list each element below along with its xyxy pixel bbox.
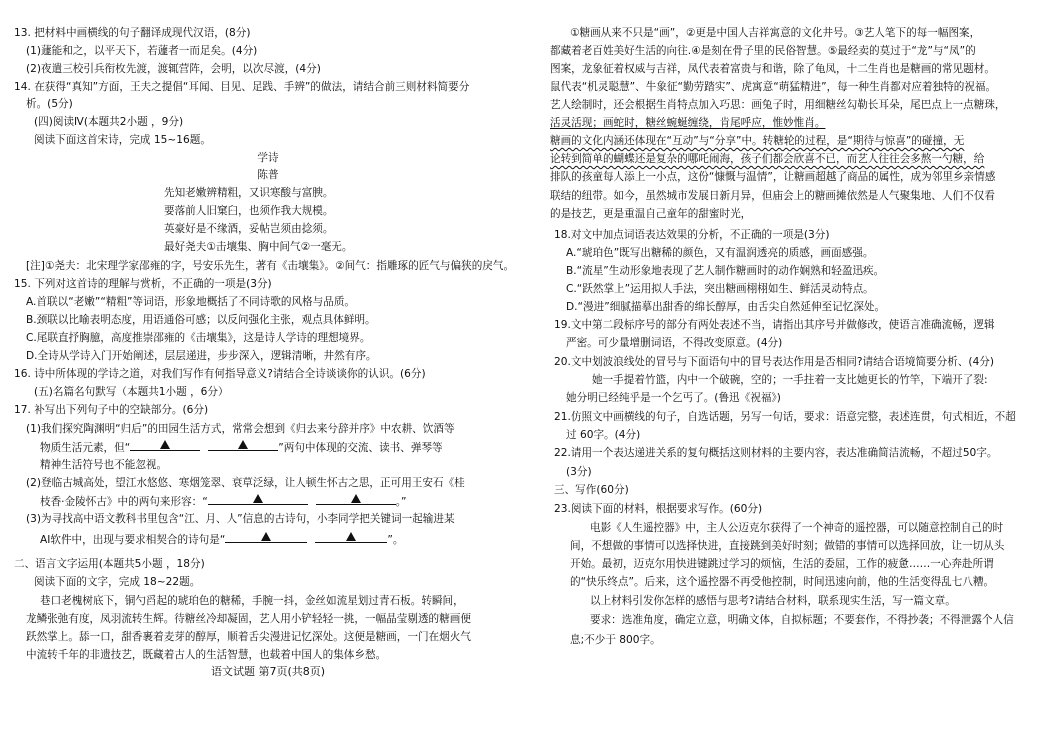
- page-footer: 语文试题 第7页(共8页): [210, 665, 326, 678]
- answer-blank[interactable]: [208, 440, 278, 451]
- right-text-line: D.“漫进”细腻描摹出甜香的绵长醇厚，由舌尖自然延伸至记忆深处。: [566, 301, 886, 313]
- left-text-line: A.首联以“老嫩”“精粗”等词语，形象地概括了不同诗歌的风格与品质。: [26, 296, 356, 308]
- answer-blank[interactable]: [130, 440, 200, 451]
- left-text-line: C.尾联直抒胸臆，高度推崇邵雍的《击壤集》，这是诗人学诗的理想境界。: [26, 332, 371, 344]
- right-text-line: (3分): [566, 466, 592, 478]
- right-text-line: 联结的纽带。如今，虽然城市发展日新月异，但庙会上的糖画摊依然是人气聚集地、人们不仅看: [550, 190, 995, 202]
- left-text-line: 析。(5分): [26, 98, 73, 110]
- right-text-line: 开始。最初，迈克尔用快进键跳过学习的烦恼，生活的委屈，工作的疲惫……一心奔赴所谓: [570, 558, 994, 570]
- triangle-marker-icon: [253, 494, 263, 503]
- left-text-line: (五)名篇名句默写（本题共1小题 ，6分）: [34, 386, 229, 398]
- answer-blank[interactable]: [316, 494, 396, 505]
- left-text-line: (2)夜遣三校引兵衔枚先渡，渡辄营阵，会明，以次尽渡，(4分): [26, 63, 321, 75]
- answer-blank[interactable]: [208, 494, 308, 505]
- right-text-line: 21.仿照文中画横线的句子，自选话题，另写一句话，要求：语意完整，表述连贯，句式相近，不超: [554, 411, 1016, 423]
- left-text-line: B.颈联以比喻表明态度，用语通俗可感；以反问强化主张，观点具体鲜明。: [26, 314, 376, 326]
- right-text-line: 艺人绘制时，还会根据生肖特点加入巧思：画兔子时，用细糖丝勾勒长耳朵，尾巴点上一点糖珠，: [550, 99, 1006, 111]
- triangle-marker-icon: [238, 440, 248, 449]
- left-text-line: (2)登临古城高处，望江水悠悠、寒烟笼翠、衰草泛绿，让人顿生怀古之思，正可用王安石《桂: [26, 477, 465, 489]
- left-text-line: 二、语言文字运用(本题共5小题 ，18分): [14, 558, 205, 570]
- right-text-line: 排队的孩童每人添上一小点，这份“慷慨与温情”，让糖画超越了商品的属性，成为邻里乡亲情感: [550, 171, 996, 183]
- right-text-line: 图案，龙象征着权威与吉祥，凤代表着富贵与和谐，除了龟凤，十二生肖也是糖画的常见题材。: [550, 63, 995, 75]
- right-text-line: 活灵活现；画蛇时，糖丝蜿蜒缠绕，肯尾呼应，惟妙惟肖。: [550, 117, 826, 129]
- right-text-line: 鼠代表“机灵聪慧”、牛象征“勤劳踏实”、虎寓意“萌猛精进”，每一种生肖都对应着独特的祝福。: [550, 81, 997, 93]
- left-text-line: (1)蘧能和之，以平天下，若蘧者一而足矣。(4分): [26, 45, 258, 57]
- right-text-line: 她分明已经纯乎是一个乞丐了。(鲁迅《祝福》): [566, 392, 781, 404]
- right-text-line: 论转到简单的蝴蝶还是复杂的哪吒闹海，孩子们都会欣喜不已，而艺人往往会多熬一勺糖，给: [550, 153, 985, 165]
- left-text-line: [注]①尧夫：北宋理学家邵雍的字，号安乐先生，著有《击壤集》。②间气：指雕琢的匠气与偏狭的戾气。: [26, 260, 515, 272]
- left-text-line: D.全诗从学诗入门开始阐述，层层递进，步步深入，逻辑清晰，井然有序。: [26, 350, 377, 362]
- right-text-line: 以上材料引发你怎样的感悟与思考?请结合材料，联系现实生活，写一篇文章。: [590, 595, 956, 607]
- q17-line1: 物质生活元素，但“ ”两句中体现的交流、读书、弹琴等: [40, 442, 443, 454]
- left-text-line: 13. 把材料中画横线的句子翻译成现代汉语，(8分): [14, 27, 251, 39]
- right-text-line: 18.对文中加点词语表达效果的分析，不正确的一项是(3分): [554, 229, 830, 241]
- right-text-line: 三、写作(60分): [554, 484, 629, 496]
- left-text-line: 阅读下面的文字，完成 18~22题。: [34, 576, 201, 588]
- left-text-line: 要落前人旧窠臼，也须作我大规模。: [164, 205, 334, 217]
- right-text-line: 间，不想做的事情可以选择快进，直接跳到美好时刻；做错的事情可以选择回放，让一切从头: [570, 540, 1005, 552]
- right-text-line: 的“快乐终点”。后来，这个遥控器不再受他控制，时间迅速向前，他的生活变得乱七八糟。: [570, 576, 995, 588]
- right-text-line: A.“琥珀色”既写出糖稀的颜色，又有温润透亮的质感，画面感强。: [566, 247, 874, 259]
- triangle-marker-icon: [261, 532, 271, 541]
- right-text-line: 息;不少于 800字。: [570, 634, 661, 646]
- right-text-line: 她一手提着竹篮，内中一个破碗，空的；一手拄着一支比她更长的竹竿，下端开了裂:: [592, 374, 988, 386]
- left-text-line: (1)我们探究陶渊明“归后”的田园生活方式，常常会想到《归去来兮辞并序》中农耕、饮酒等: [26, 423, 455, 435]
- triangle-marker-icon: [351, 494, 361, 503]
- right-text-line: 20.文中划波浪线处的冒号与下面语句中的冒号表达作用是否相同?请结合语境简要分析、(4分): [554, 356, 995, 368]
- left-text-line: 14. 在获得“真知”方面，王夫之提倡“耳闻、目见、足践、手辨”的做法，请结合前三则材料简要分: [14, 81, 470, 93]
- left-text-line: 巷口老槐树底下，铜勺舀起的琥珀色的糖稀，手腕一抖，金丝如流星划过青石板。转瞬间，: [40, 595, 464, 607]
- left-text-line: (四)阅读Ⅳ(本题共2小题 ，9分): [34, 116, 184, 128]
- right-text-line: 都藏着老百姓美好生活的向往.④是刻在骨子里的民俗智慧。⑤最经卖的莫过于“龙”与“凤”的: [550, 45, 976, 57]
- q17-line2: 枝香·金陵怀古》中的两句来形容：“ 。”: [40, 496, 407, 508]
- left-text-line: 阅读下面这首宋诗，完成 15~16题。: [34, 134, 211, 146]
- left-text-line: 陈普: [257, 169, 279, 181]
- left-text-line: 中流转千年的非遗技艺，既藏着古人的生活智慧，也载着中国人的集体乡愁。: [26, 649, 387, 661]
- triangle-marker-icon: [346, 532, 356, 541]
- left-text-line: 先知老嫩辨精粗，又识寒酸与富腴。: [164, 187, 334, 199]
- right-text-line: B.“流星”生动形象地表现了艺人制作糖画时的动作娴熟和轻盈迅疾。: [566, 265, 885, 277]
- left-text-line: 16. 诗中所体现的学诗之道，对我们写作有何指导意义?请结合全诗谈谈你的认识。(6分): [14, 368, 426, 380]
- right-text-line: C.“跃然掌上”运用拟人手法，突出糖画栩栩如生、鲜活灵动特点。: [566, 283, 874, 295]
- right-text-line: 过 60字。(4分): [566, 429, 641, 441]
- left-text-line: 精神生活符号也不能忽视。: [40, 459, 168, 471]
- left-text-line: 龙鳞张弛有度，凤羽流转生辉。待糖丝冷却凝固，艺人用小铲轻轻一挑，一幅晶莹剔透的糖画便: [26, 613, 471, 625]
- right-text-line: 22.请用一个表达递进关系的复句概括这则材料的主要内容，表达准确简洁流畅，不超过50字。: [554, 447, 998, 459]
- right-text-line: 要求：选准角度，确定立意，明确文体，自拟标题；不要套作，不得抄袭；不得泄露个人信: [590, 614, 1014, 626]
- triangle-marker-icon: [160, 440, 170, 449]
- answer-blank[interactable]: [225, 532, 307, 543]
- right-text-line: ①糖画从来不只是“画”，②更是中国人吉祥寓意的文化井号。③艺人笔下的每一幅图案，: [570, 27, 981, 39]
- left-text-line: 17. 补写出下列句子中的空缺部分。(6分): [14, 404, 209, 416]
- right-text-line: 严密。可少量增删词语，不得改变原意。(4分): [566, 337, 783, 349]
- right-text-line: 的是技艺，更是重温自己童年的甜蜜时光，: [550, 208, 752, 220]
- right-text-line: 电影《人生遥控器》中，主人公迈克尔获得了一个神奇的遥控器，可以随意控制自己的时: [590, 522, 1004, 534]
- left-text-line: 15. 下列对这首诗的理解与赏析，不正确的一项是(3分): [14, 278, 272, 290]
- answer-blank[interactable]: [315, 532, 387, 543]
- right-text-line: 19.文中第二段标序号的部分有两处表述不当，请指出其序号并做修改，使语言准确流畅，逻辑: [554, 319, 995, 331]
- right-text-line: 23.阅读下面的材料，根据要求写作。(60分): [554, 503, 763, 515]
- right-text-line: 糖画的文化内涵还体现在“互动”与“分享”中。转糖轮的过程，是“期待与惊喜”的碰撞，无: [550, 135, 965, 147]
- left-text-line: 英豪好是不缘酒，妥帖岂须由捻须。: [164, 223, 334, 235]
- left-text-line: 最好尧夫①击壤集、胸中间气②一毫无。: [164, 241, 353, 253]
- left-text-line: (3)为寻找高中语文教科书里包含“江、月、人”信息的古诗句，小李同学把关键词一起输进某: [26, 513, 455, 525]
- left-text-line: 学诗: [257, 152, 279, 164]
- q17-line3: AI软件中，出现与要求相契合的诗句是“ ”。: [40, 534, 404, 546]
- left-text-line: 跃然掌上。舔一口，甜香裹着麦芽的醇厚，顺着舌尖漫进记忆深处。这便是糖画，一门在烟火气: [26, 631, 471, 643]
